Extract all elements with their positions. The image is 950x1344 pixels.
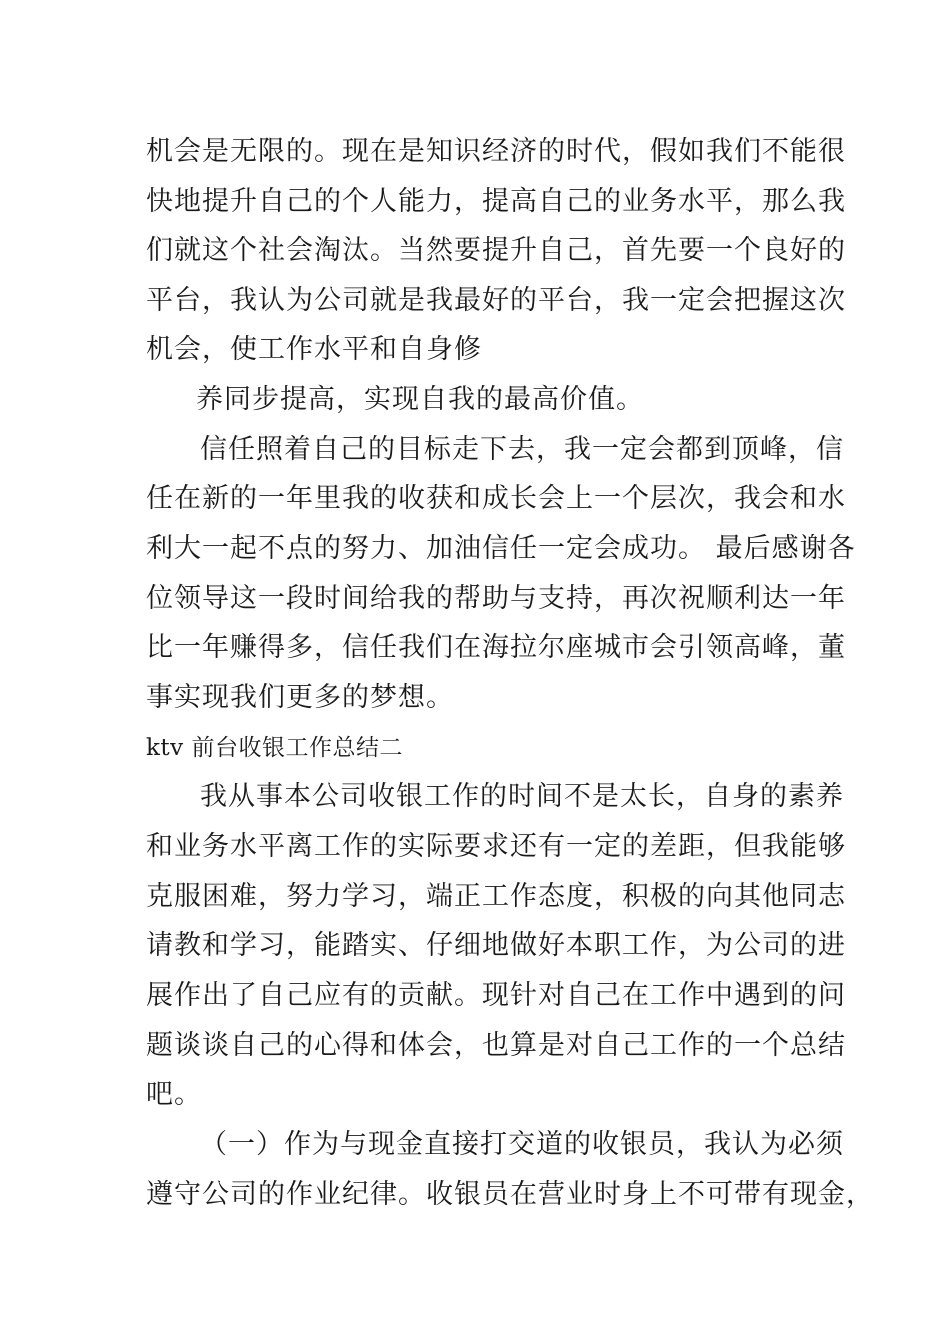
text-line: 机会是无限的。现在是知识经济的时代，假如我们不能很 [146, 136, 846, 167]
text-line: 位领导这一段时间给我的帮助与支持，再次祝顺利达一年 [146, 583, 846, 614]
text-line: 机会，使工作水平和自身修 [146, 334, 482, 365]
text-line: 平台，我认为公司就是我最好的平台，我一定会把握这次 [146, 285, 846, 316]
text-line: 任在新的一年里我的收获和成长会上一个层次，我会和水 [146, 483, 846, 514]
text-line: 事实现我们更多的梦想。 [146, 682, 454, 713]
section-heading: ktv 前台收银工作总结二 [146, 735, 403, 761]
text-line: 题谈谈自己的心得和体会，也算是对自己工作的一个总结 [146, 1030, 846, 1061]
text-line: 养同步提高，实现自我的最高价值。 [196, 384, 644, 415]
text-line: 利大一起不点的努力、加油信任一定会成功。 最后感谢各 [146, 533, 856, 564]
text-line: 比一年赚得多，信任我们在海拉尔座城市会引领高峰，董 [146, 632, 846, 663]
text-line: （一）作为与现金直接打交道的收银员，我认为必须 [200, 1129, 844, 1160]
text-line: 展作出了自己应有的贡献。现针对自己在工作中遇到的问 [146, 980, 846, 1011]
text-line: 和业务水平离工作的实际要求还有一定的差距，但我能够 [146, 831, 846, 862]
text-line: 快地提升自己的个人能力，提高自己的业务水平，那么我 [146, 186, 846, 217]
text-line: 吧。 [146, 1079, 202, 1110]
text-line: 遵守公司的作业纪律。收银员在营业时身上不可带有现金， [146, 1179, 874, 1210]
text-line: 信任照着自己的目标走下去，我一定会都到顶峰，信 [200, 434, 844, 465]
text-line: 我从事本公司收银工作的时间不是太长，自身的素养 [200, 781, 844, 812]
text-line: 请教和学习，能踏实、仔细地做好本职工作，为公司的进 [146, 930, 846, 961]
text-line: 们就这个社会淘汰。当然要提升自己，首先要一个良好的 [146, 235, 846, 266]
text-line: 克服困难，努力学习，端正工作态度，积极的向其他同志 [146, 881, 846, 912]
